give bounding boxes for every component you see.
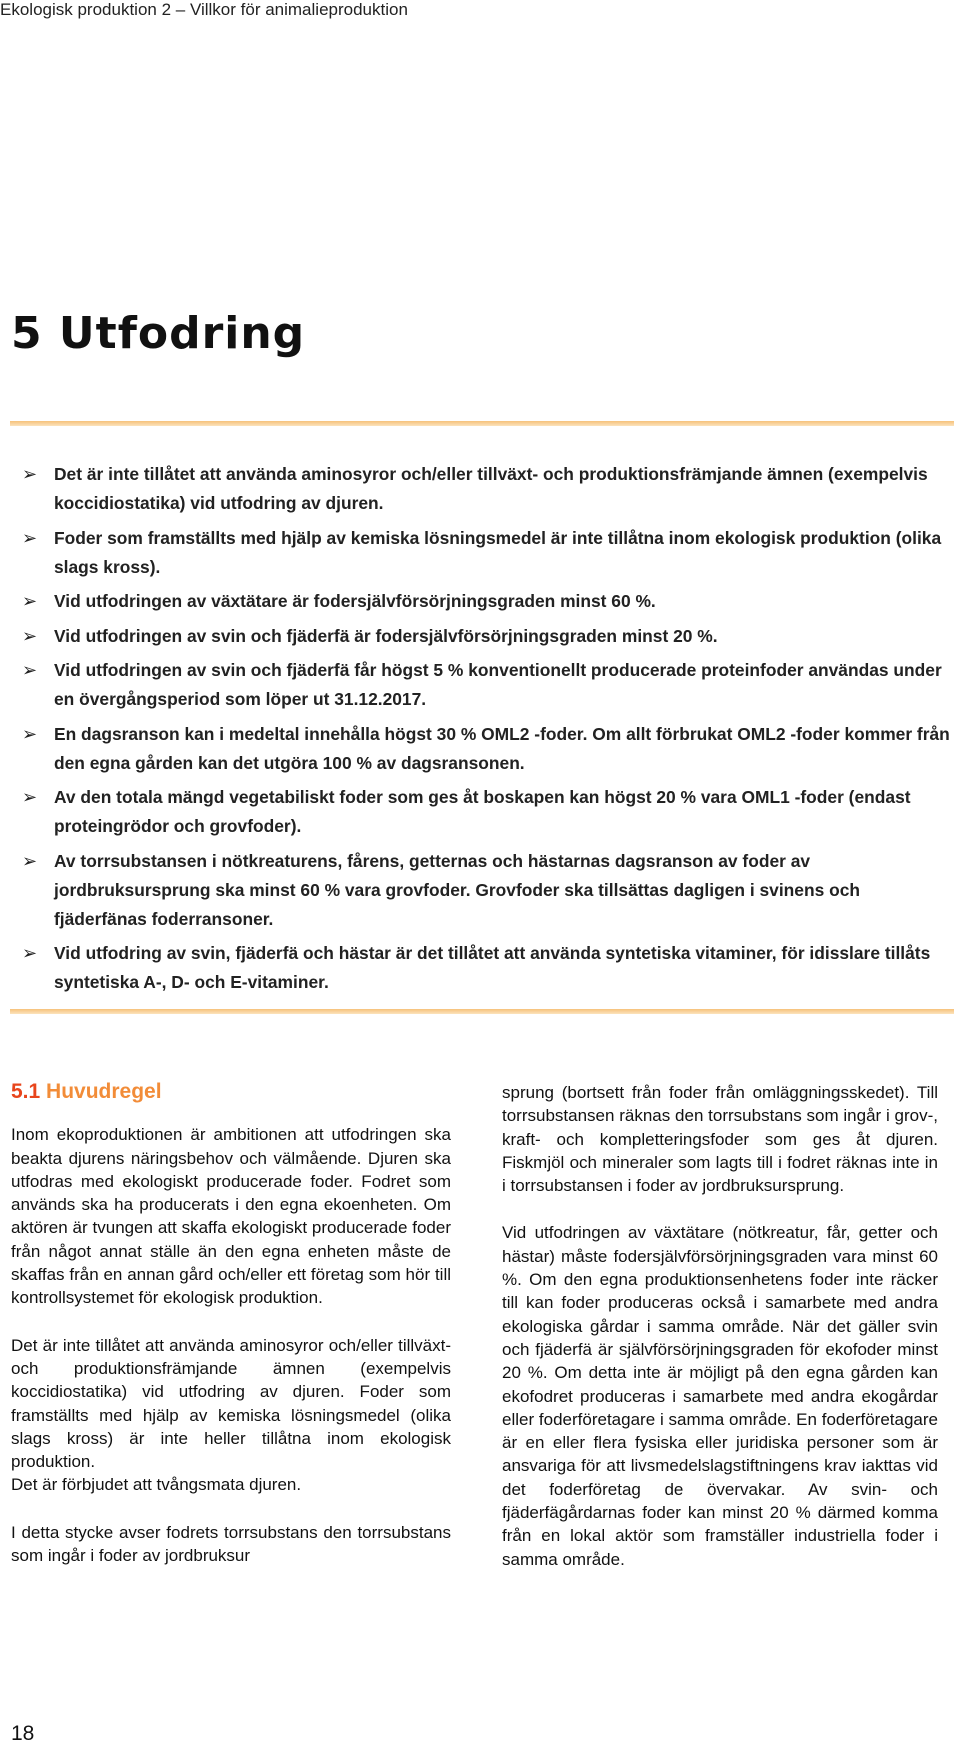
rule-item: ➢ Vid utfodringen av växtätare är fodersjälvförsörjningsgraden minst 60 %. bbox=[22, 587, 952, 616]
rule-item: ➢ Vid utfodring av svin, fjäderfä och hästar är det tillåtet att använda syntetiska vitaminer, för idisslare tillåts syntetiska A-, D- och E-vitaminer. bbox=[22, 939, 952, 997]
arrow-bullet-icon: ➢ bbox=[22, 660, 38, 680]
arrow-bullet-icon: ➢ bbox=[22, 723, 38, 744]
bottom-divider bbox=[10, 1009, 954, 1014]
arrow-bullet-icon: ➢ bbox=[22, 464, 38, 484]
running-header: Ekologisk produktion 2 – Villkor för animalieproduktion bbox=[0, 0, 408, 19]
rule-item: ➢ Vid utfodringen av svin och fjäderfä får högst 5 % konventionellt producerade proteinfoder användas under en övergångsperiod som löper ut 31.12.2017. bbox=[22, 656, 952, 714]
rule-item: ➢ Det är inte tillåtet att använda aminosyror och/eller tillväxt- och produktionsfrämjande ämnen (exempelvis koccidiostatika) vid utfodring av djuren. bbox=[22, 460, 952, 518]
section-title: Huvudregel bbox=[46, 1080, 162, 1103]
page-number: 18 bbox=[11, 1722, 35, 1745]
rule-item: ➢ Vid utfodringen av svin och fjäderfä är fodersjälvförsörjningsgraden minst 20 %. bbox=[22, 622, 952, 651]
arrow-bullet-icon: ➢ bbox=[22, 527, 38, 548]
arrow-bullet-icon: ➢ bbox=[22, 850, 38, 871]
arrow-bullet-icon: ➢ bbox=[22, 787, 38, 807]
body-paragraph: Inom ekoproduktionen är ambitionen att utfodringen ska beakta djurens näringsbehov och välmående. Djuren ska utfodras med ekologiskt producerade foder. Fodret som används ska ha producerats i den egna ekoenheten. Om aktören är tvungen att skaffa ekologiskt producerade foder från något annat ställe än den egna enheten måste de skaffas från en annan gård och/eller ett företag som hör till kontrollsystemet för ekologisk produktion. bbox=[11, 1125, 451, 1308]
body-paragraph: I detta stycke avser fodrets torrsubstans den torrsubstans som ingår i foder av jordbruksur bbox=[11, 1522, 451, 1566]
arrow-bullet-icon: ➢ bbox=[22, 625, 38, 646]
arrow-bullet-icon: ➢ bbox=[22, 943, 38, 963]
rule-item: ➢ Foder som framställts med hjälp av kemiska lösningsmedel är inte tillåtna inom ekologisk produktion (olika slags kross). bbox=[22, 524, 952, 582]
top-divider bbox=[10, 421, 954, 426]
body-paragraph: Vid utfodringen av växtätare (nötkreatur, får, getter och hästar) måste fodersjälvförsörjningsgraden vara minst 60 %. Om den egna produktionsenhetens foder inte räcker till kan foder produceras också i samarbete med andra ekologiska gårdar i samma område. När det gäller svin och fjäderfä är självförsörjningsgraden för ekofoder minst 20 %. Om detta inte är möjligt på den egna gården kan ekofodret produceras i samarbete med andra ekogårdar eller foderföretagare i samma område. En foderföretagare är en eller flera fysiska eller juridiska personer som är ansvariga för att livsmedelslagstiftningens krav iakttas vid det foderföretag de övervakar. Av svin- och fjäderfägårdarnas foder kan minst 20 % därmed komma från en lokal aktör som framställer industriella foder i samma område. bbox=[502, 1223, 938, 1569]
right-column bbox=[502, 1081, 938, 1595]
rules-list bbox=[22, 460, 952, 1003]
body-paragraph: Det är förbjudet att tvångsmata djuren. bbox=[11, 1475, 302, 1495]
body-paragraph: sprung (bortsett från foder från omläggningsskedet). Till torrsubstansen räknas den torrsubstans som ingår i grov-, kraft- och kompletteringsfoder som ges åt djuren. Fiskmjöl och mineraler som lagts till i fodret räknas inte in i torrsubstansen i foder av jordbruksursprung. bbox=[502, 1083, 938, 1196]
body-paragraph: Det är inte tillåtet att använda aminosyror och/eller tillväxt- och produktionsfrämjande ämnen (exempelvis koccidiostatika) vid utfodring av djuren. Foder som framställts med hjälp av kemiska lösningsmedel (olika slags kross) är inte heller tillåtna inom ekologisk produktion. bbox=[11, 1335, 451, 1472]
chapter-title: 5 Utfodring bbox=[11, 308, 306, 359]
section-heading bbox=[11, 1080, 451, 1103]
rule-item: ➢ Av torrsubstansen i nötkreaturens, fårens, getternas och hästarnas dagsranson av foder av jordbruksursprung ska minst 60 % vara grovfoder. Grovfoder ska tillsättas dagligen i svinens och fjäderfänas foderransoner. bbox=[22, 847, 952, 934]
arrow-bullet-icon: ➢ bbox=[22, 591, 38, 611]
left-column bbox=[11, 1080, 451, 1591]
section-number: 5.1 bbox=[11, 1080, 41, 1103]
rule-item: ➢ Av den totala mängd vegetabiliskt foder som ges åt boskapen kan högst 20 % vara OML1 -foder (endast proteingrödor och grovfoder). bbox=[22, 783, 952, 841]
rule-item: ➢ En dagsranson kan i medeltal innehålla högst 30 % OML2 -foder. Om allt förbrukat OML2 -foder kommer från den egna gården kan det utgöra 100 % av dagsransonen. bbox=[22, 720, 952, 778]
